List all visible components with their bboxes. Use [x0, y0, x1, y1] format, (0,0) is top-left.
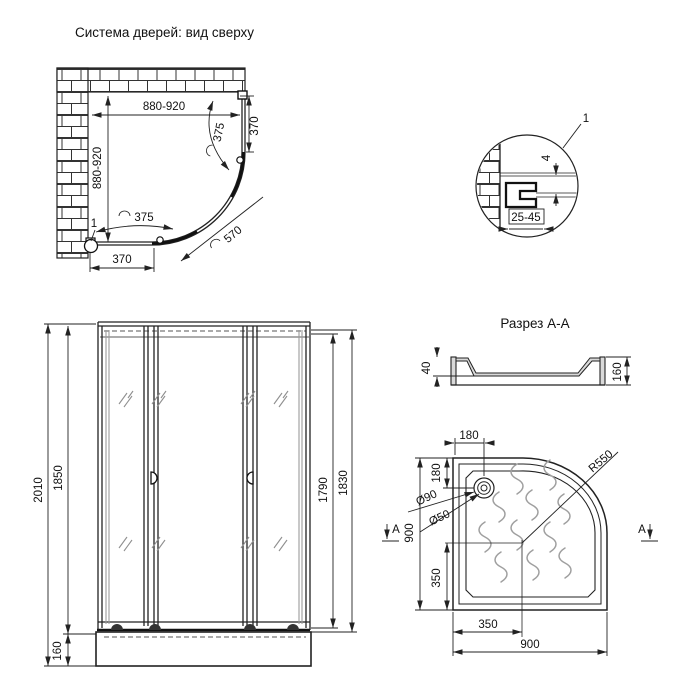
front-view-drawing	[33, 322, 357, 666]
dim-center-x: 350	[478, 619, 498, 631]
section-marker-right	[638, 524, 658, 541]
section-title: Разрез А-А	[500, 316, 570, 331]
dim-top-depth: 880-920	[92, 146, 104, 190]
detail-callout: 1	[582, 113, 590, 125]
top-view-drawing	[57, 25, 263, 272]
dim-top-width: 880-920	[142, 101, 186, 113]
wall-detail-view	[470, 113, 590, 242]
dim-drain-y: 180	[431, 463, 443, 483]
top-view-callout: 1	[90, 218, 98, 230]
dim-frame-height: 1850	[53, 465, 65, 491]
wall-profile-top	[238, 91, 247, 99]
dim-arc-diag-group	[208, 222, 244, 256]
dim-radius: R550	[586, 448, 616, 476]
tray-outline	[453, 458, 607, 610]
door-handle	[247, 472, 253, 484]
dim-door-bottom: 370	[112, 254, 132, 266]
section-view-drawing	[421, 316, 631, 387]
dim-side: 900	[404, 523, 416, 543]
dim-range: 25-45	[511, 212, 541, 224]
dim-center-y: 350	[431, 568, 443, 588]
dim-arc-diag: 570	[222, 224, 245, 246]
section-marker-left-label: А	[392, 524, 400, 536]
left-wall-brick	[57, 68, 88, 258]
dim-door-top: 370	[249, 116, 261, 136]
tray-plan-drawing	[382, 430, 658, 656]
handle-knob	[237, 157, 243, 163]
dim-arc-bottom: 375	[134, 212, 154, 224]
dim-width: 900	[520, 639, 540, 651]
handle-knob	[157, 237, 163, 243]
dim-total-height: 2010	[33, 477, 45, 503]
section-marker-right-label: А	[638, 524, 646, 536]
dim-drain-outer: Ø90	[414, 488, 440, 509]
tray-profile	[456, 358, 600, 376]
dim-drain-x: 180	[459, 430, 479, 442]
door-handle	[151, 472, 157, 484]
section-marker-left	[382, 524, 400, 541]
dim-arc-top: 375	[211, 121, 228, 143]
dim-section-depth: 40	[421, 361, 433, 375]
front-view-dimensions	[33, 324, 357, 666]
front-frame	[96, 322, 311, 666]
tray-section	[451, 357, 605, 385]
dim-inner-height: 1790	[318, 477, 330, 503]
dim-gap: 4	[541, 154, 553, 162]
dim-drain-inner: Ø50	[427, 508, 453, 529]
dim-door-height: 1830	[338, 470, 350, 496]
dim-section-height: 160	[612, 362, 624, 382]
top-view-title: Система дверей: вид сверху	[75, 25, 255, 40]
dim-tray-height: 160	[52, 641, 64, 661]
wall-profile-section	[85, 240, 98, 253]
